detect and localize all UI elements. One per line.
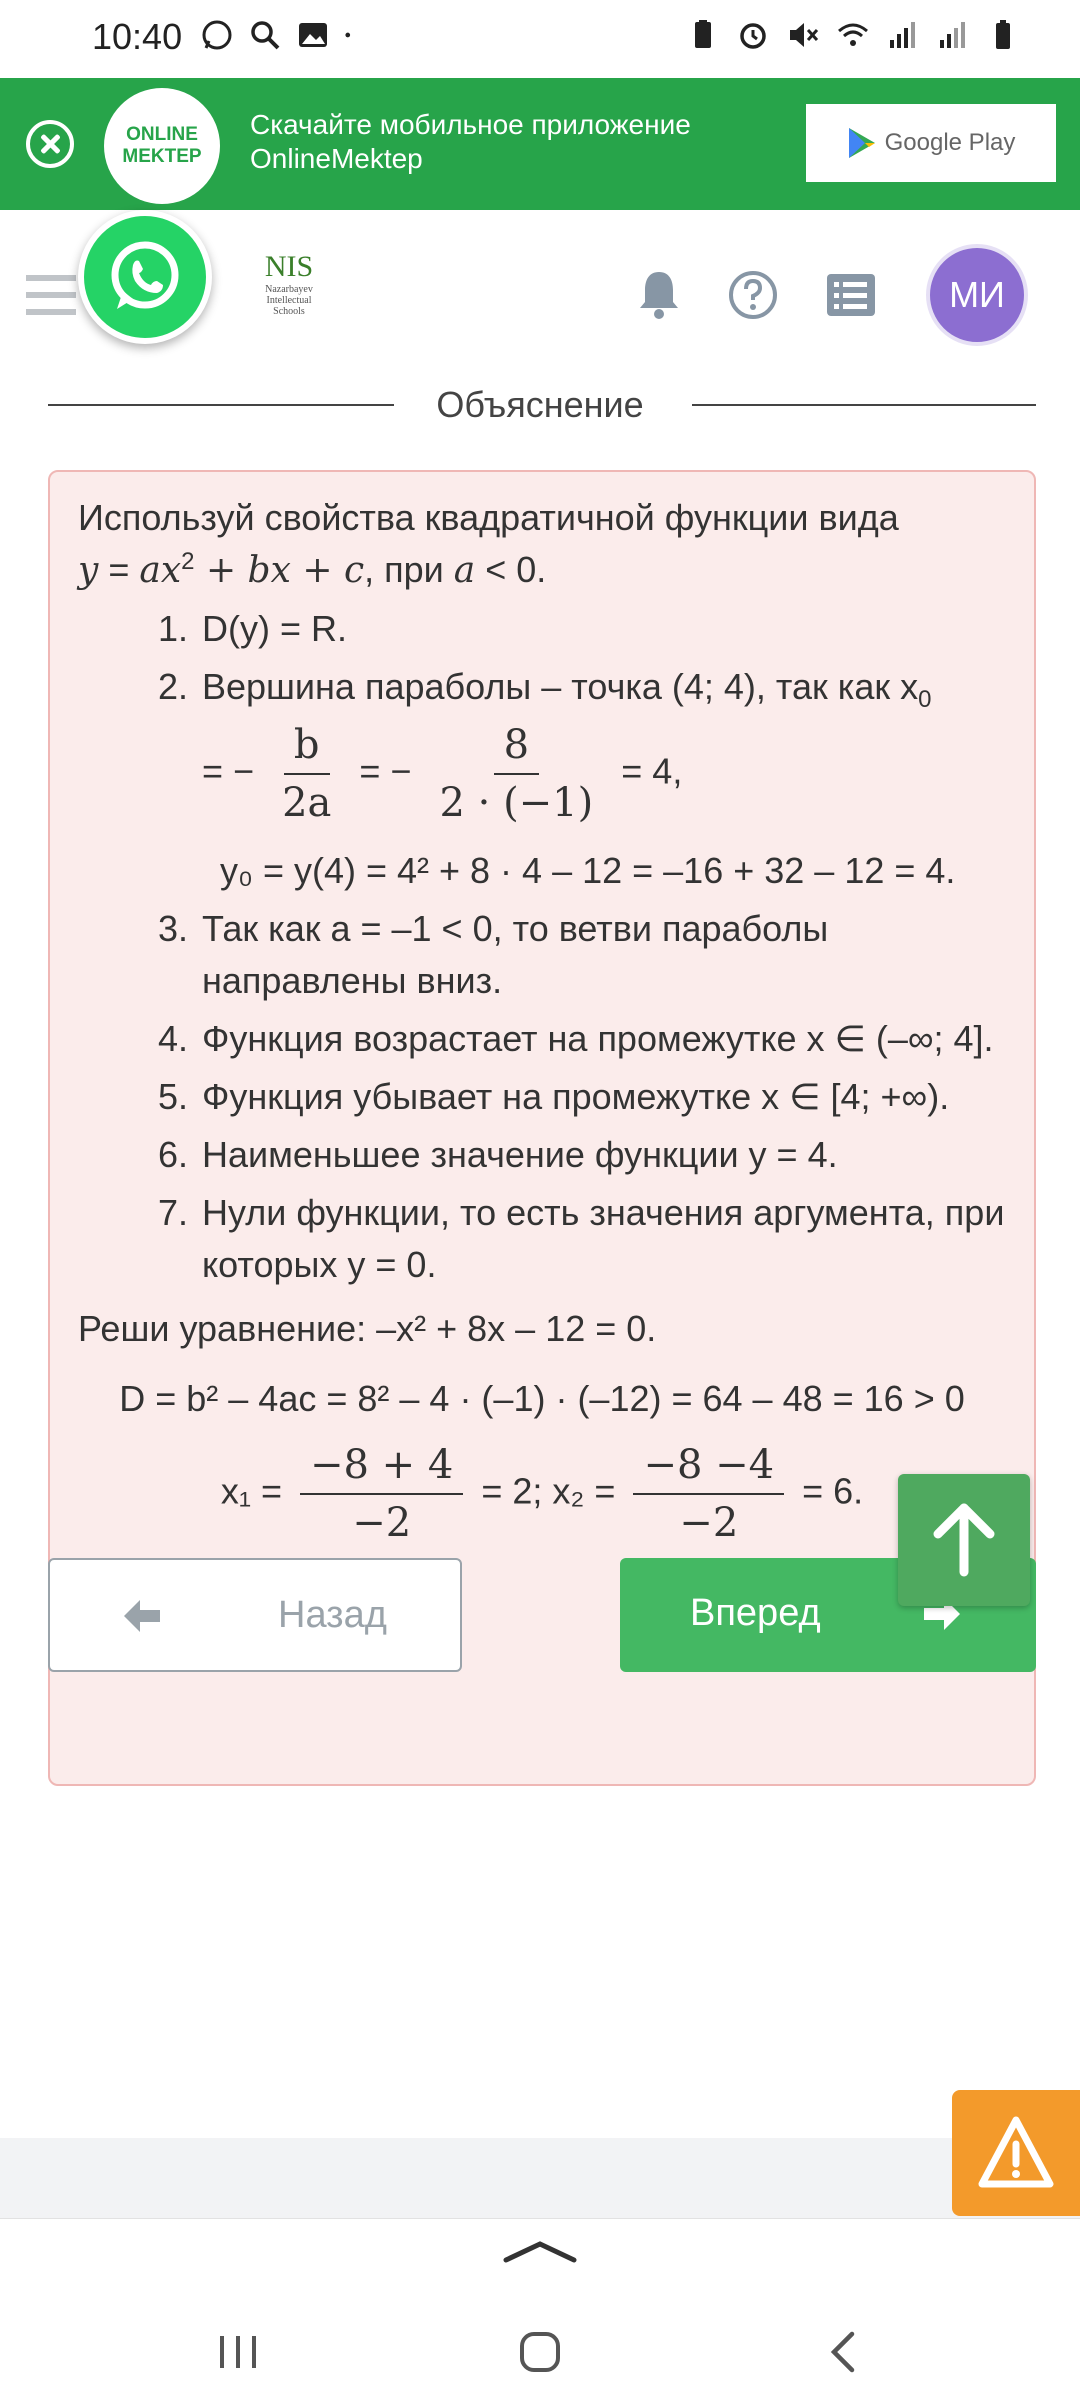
status-right-icons	[686, 18, 1020, 52]
wifi-icon	[836, 18, 870, 52]
logo-line1: ONLINE	[126, 124, 198, 145]
fraction-x2	[633, 1437, 784, 1551]
battery-saver-icon	[686, 18, 720, 52]
help-icon[interactable]	[726, 268, 780, 322]
fraction-numerator: −8 + 4	[300, 1437, 463, 1495]
y0-line: y₀ = y(4) = 4² + 8 · 4 – 12 = –16 + 32 – 12 = 4.	[220, 850, 956, 891]
list-item	[158, 661, 1006, 897]
onlinemektep-logo	[104, 88, 220, 204]
signal-icon	[886, 18, 920, 52]
intro-text: Используй свойства квадратичной функции вида	[78, 497, 899, 538]
home-icon[interactable]	[516, 2330, 566, 2374]
item-text: Наименьшее значение функции y = 4.	[202, 1134, 838, 1175]
google-play-icon	[847, 126, 877, 160]
fraction-denominator: 2 · (−1)	[439, 780, 594, 826]
item-number: 2.	[158, 666, 189, 707]
arrow-up-icon	[898, 1474, 1030, 1606]
item-text: Нули функции, то есть значения аргумента, при которых y = 0.	[202, 1192, 1005, 1285]
report-issue-button[interactable]	[952, 2090, 1080, 2216]
fraction-x1	[300, 1437, 463, 1551]
list-item	[158, 903, 1006, 1007]
intro-equation	[78, 544, 1006, 597]
scroll-to-top-button[interactable]	[898, 1474, 1030, 1606]
eq-cond-a: a	[453, 550, 476, 591]
item-number: 5.	[158, 1076, 189, 1117]
fraction-denominator: −2	[679, 1500, 739, 1546]
fraction-denominator: 2a	[282, 780, 332, 826]
logo-line2: MEKTEP	[122, 146, 202, 167]
nis-logo-text: NIS	[264, 250, 314, 283]
discriminant-line: D = b² – 4ac = 8² – 4 · (–1) · (–12) = 64 – 48 = 16 > 0	[119, 1378, 965, 1419]
eq-cond-tail: < 0.	[475, 549, 547, 590]
section-separator	[0, 380, 1080, 430]
chevron-up-icon[interactable]	[500, 2236, 580, 2266]
item-number: 3.	[158, 908, 189, 949]
fraction-denominator: −2	[352, 1500, 412, 1546]
vertex-formula	[202, 717, 1006, 831]
item-subscript: 0	[918, 686, 932, 714]
status-left-icons	[200, 18, 360, 52]
separator-line-right	[692, 404, 1036, 406]
x2-tail: = 6.	[802, 1470, 864, 1512]
alarm-icon	[736, 18, 770, 52]
status-time: 10:40	[92, 16, 183, 57]
whatsapp-float-button[interactable]	[78, 210, 212, 344]
signal-icon	[936, 18, 970, 52]
user-avatar[interactable]: МИ	[926, 244, 1028, 346]
google-play-label: Google Play	[884, 129, 1016, 156]
arrow-left-icon	[120, 1596, 164, 1636]
fraction-numerator: b	[284, 717, 330, 775]
eq-power: 2	[181, 548, 195, 575]
roots-line	[78, 1437, 1006, 1551]
fraction-numerator: 8	[494, 717, 539, 775]
item-number: 7.	[158, 1192, 189, 1233]
search-icon	[248, 18, 282, 52]
battery-icon	[986, 18, 1020, 52]
list-item	[158, 1013, 1006, 1065]
warning-icon	[952, 2090, 1080, 2216]
whatsapp-icon	[200, 18, 234, 52]
list-item	[158, 1187, 1006, 1291]
nis-logo-line2: Intellectual	[266, 295, 312, 306]
item-text: Функция убывает на промежутке x ∈ [4; +∞).	[202, 1076, 950, 1117]
nis-logo	[244, 250, 334, 340]
dot-icon	[344, 18, 360, 52]
status-bar	[0, 0, 1080, 78]
section-title: Объяснение	[436, 384, 644, 425]
formula-tail: = 4,	[621, 750, 683, 792]
banner-text-line1: Скачайте мобильное приложение	[250, 109, 691, 140]
eq-equals: =	[98, 549, 140, 590]
back-button[interactable]	[48, 1558, 462, 1672]
properties-list	[78, 603, 1006, 1291]
item-text: Вершина параболы – точка (4; 4), так как x	[202, 666, 919, 707]
solve-label: Реши уравнение: –x² + 8x – 12 = 0.	[78, 1308, 657, 1349]
mute-icon	[786, 18, 820, 52]
recent-apps-icon[interactable]	[214, 2330, 264, 2374]
item-number: 6.	[158, 1134, 189, 1175]
gallery-icon	[296, 18, 330, 52]
system-nav-bar	[0, 2300, 1080, 2400]
close-banner-button[interactable]	[26, 120, 74, 168]
nis-logo-line1: Nazarbayev	[265, 284, 313, 295]
eq-y: y	[78, 550, 99, 591]
google-play-button[interactable]	[806, 104, 1056, 182]
nis-logo-line3: Schools	[273, 306, 305, 317]
back-nav-icon[interactable]	[820, 2330, 870, 2374]
whatsapp-icon	[103, 235, 187, 319]
item-number: 4.	[158, 1018, 189, 1059]
fraction-b-over-2a	[272, 717, 341, 831]
list-item	[158, 1129, 1006, 1181]
fraction-numerator: −8 −4	[633, 1437, 784, 1495]
list-item	[158, 1071, 1006, 1123]
list-item	[158, 603, 1006, 655]
item-number: 1.	[158, 608, 189, 649]
bell-icon[interactable]	[632, 268, 686, 322]
formula-mid: = −	[359, 750, 412, 792]
item-text: Функция возрастает на промежутке x ∈ (–∞; 4].	[202, 1018, 994, 1059]
main-content	[0, 380, 1080, 2138]
eq-rest: + bx + c	[194, 550, 365, 591]
next-button-label: Вперед	[690, 1592, 821, 1634]
x1-tail: = 2; x₂ =	[481, 1470, 616, 1512]
app-promo-banner	[0, 78, 1080, 210]
fraction-8-over-2	[429, 717, 603, 831]
banner-text-line2: OnlineMektep	[250, 143, 423, 174]
list-icon[interactable]	[824, 268, 878, 322]
formula-prefix: = −	[202, 750, 255, 792]
banner-text	[250, 108, 691, 176]
eq-ax: ax	[139, 550, 182, 591]
eq-tail: , при	[364, 549, 454, 590]
item-text: D(y) = R.	[202, 608, 348, 649]
x1-label: x₁ =	[220, 1470, 282, 1512]
menu-icon[interactable]	[26, 265, 86, 325]
item-text: Так как a = –1 < 0, то ветви параболы направлены вниз.	[202, 908, 829, 1001]
back-button-label: Назад	[278, 1594, 387, 1636]
